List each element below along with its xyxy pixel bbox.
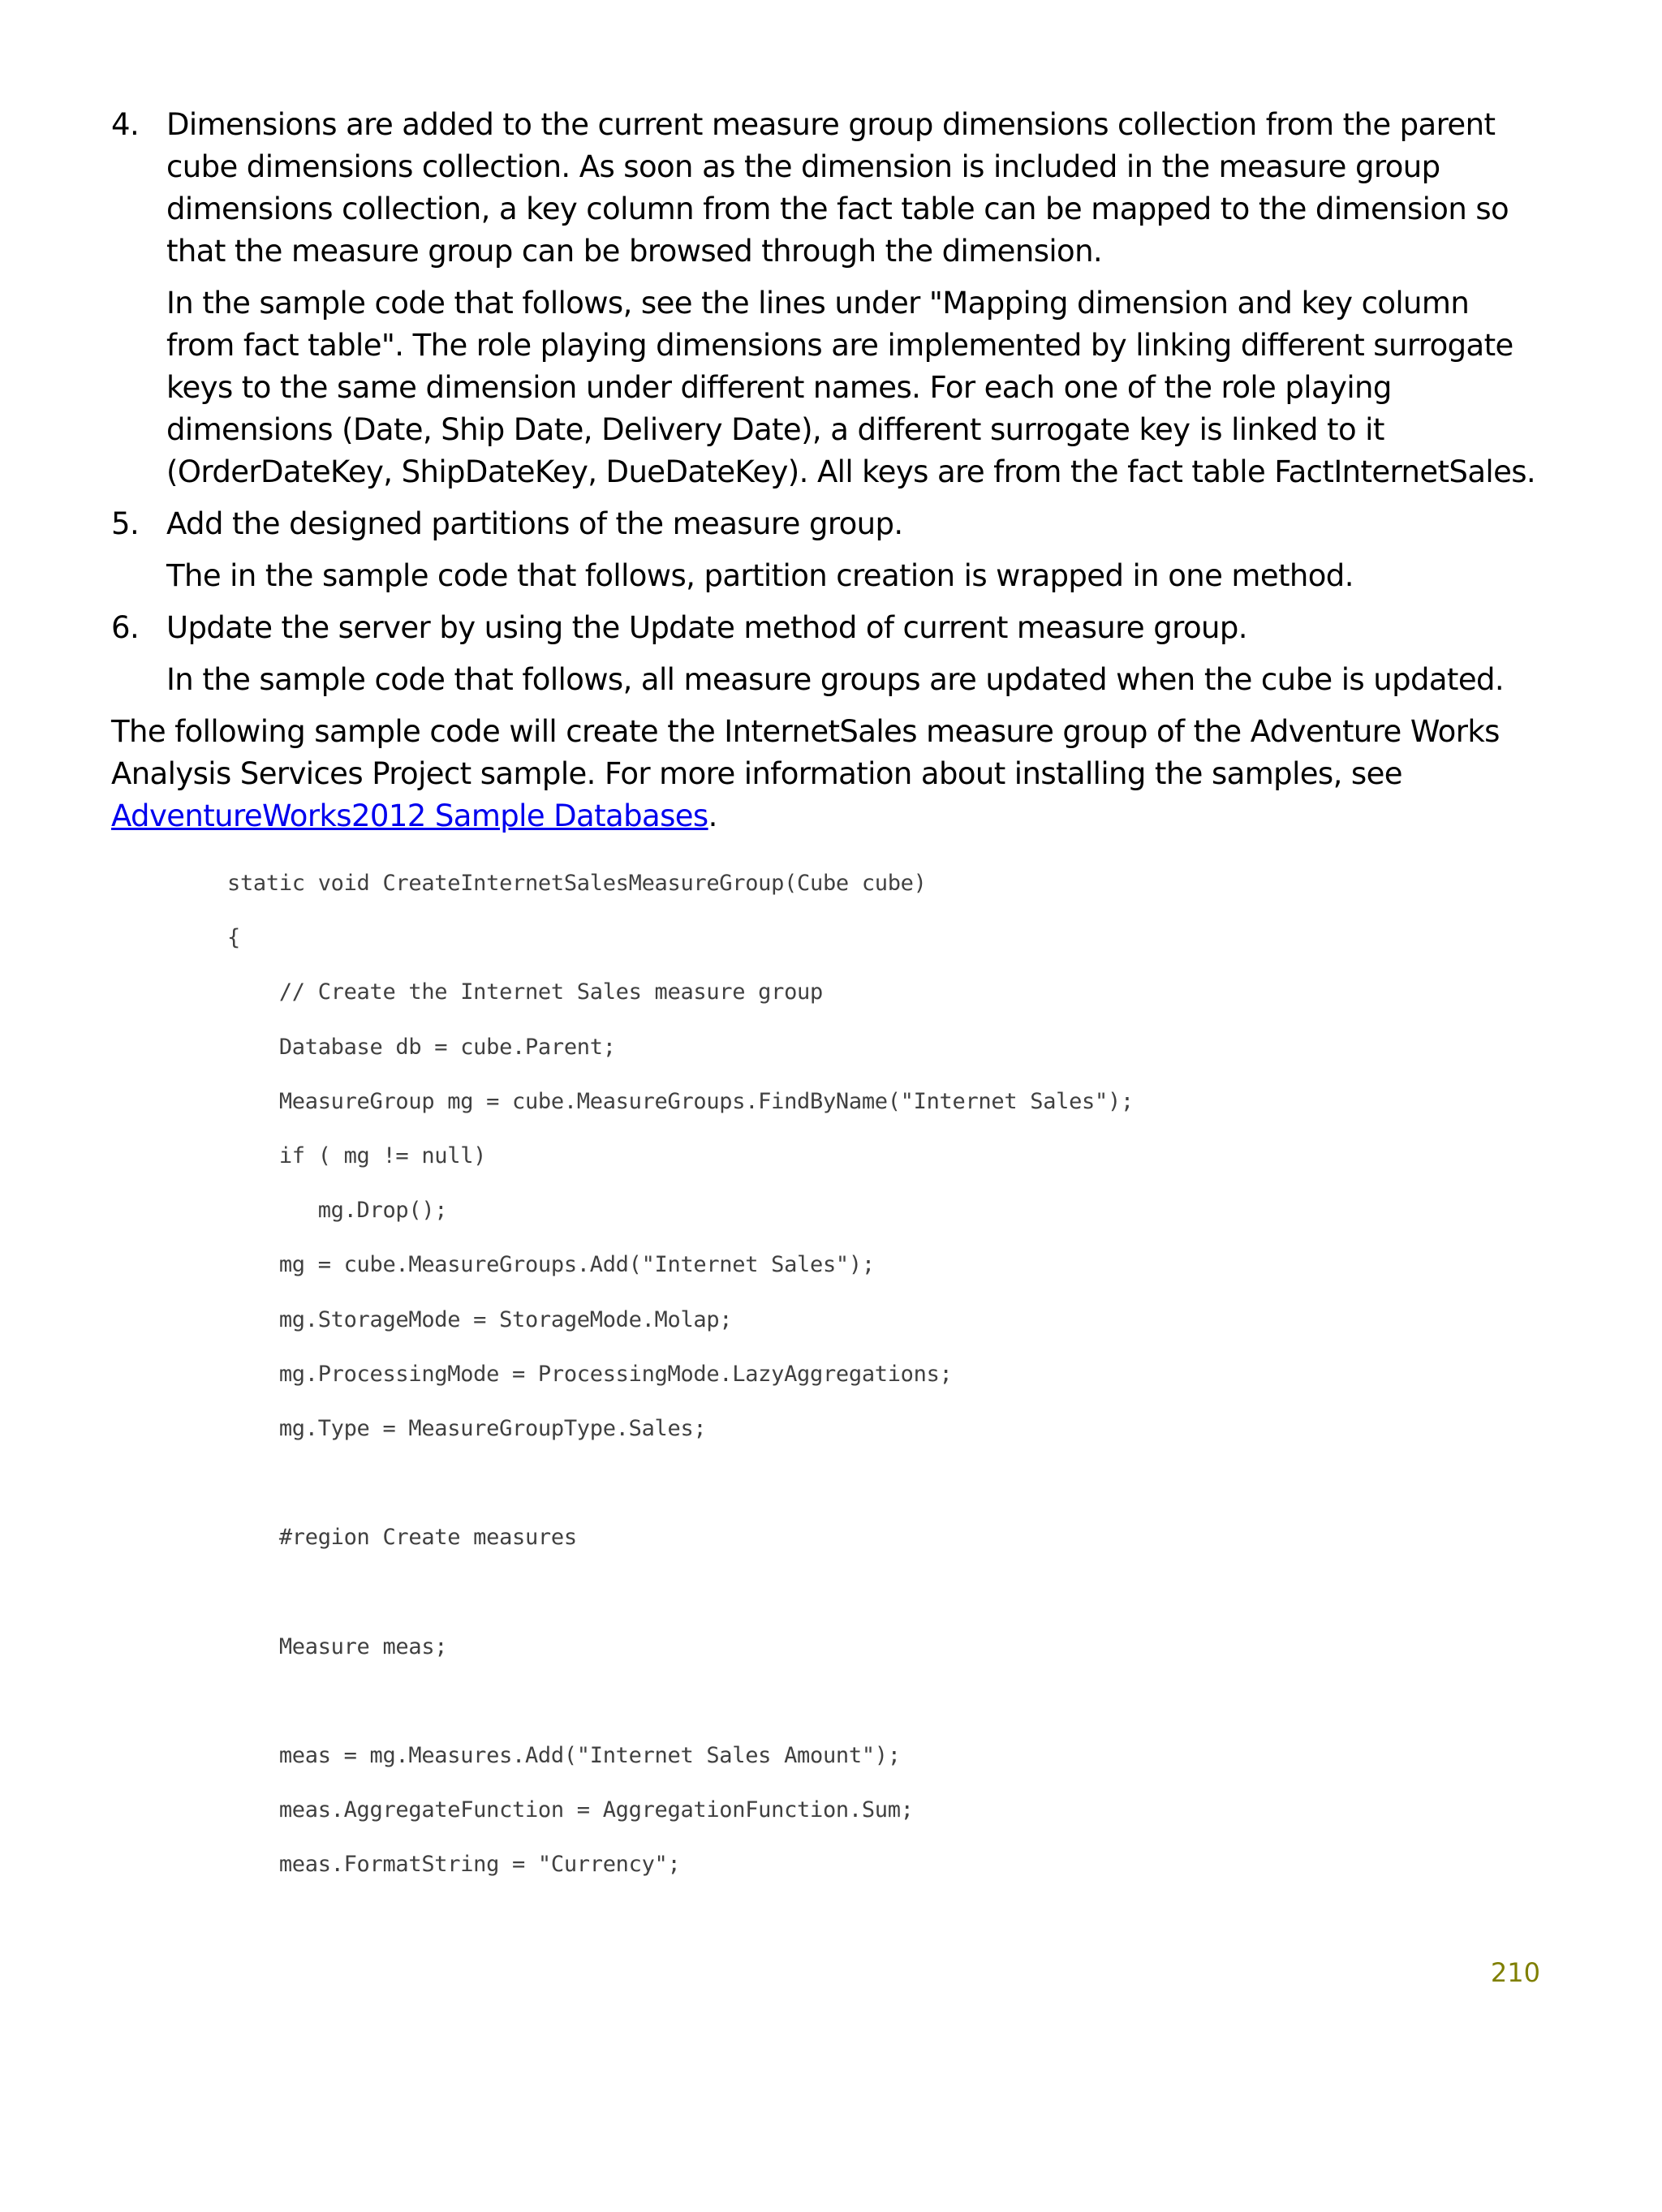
code-line: mg.Drop();: [227, 1198, 448, 1224]
code-line: if ( mg != null): [227, 1143, 487, 1168]
code-line: [227, 1456, 1134, 1510]
list-item-6: [111, 607, 1539, 701]
code-block: [227, 856, 1134, 1892]
code-line: Measure meas;: [227, 1633, 448, 1659]
list-paragraph: The in the sample code that follows, partition creation is wrapped in one method.: [166, 558, 1354, 593]
list-number: 6.: [111, 610, 140, 645]
code-line: meas.AggregateFunction = AggregationFunction.Sum;: [227, 1797, 914, 1823]
list-number: 4.: [111, 107, 140, 142]
sample-databases-link[interactable]: AdventureWorks2012 Sample Databases: [111, 798, 708, 833]
list-paragraph: Update the server by using the Update method of current measure group.: [166, 610, 1247, 645]
list-paragraph: Dimensions are added to the current measure group dimensions collection from the parent cube dimensions collection. As soon as the dimension is included in the measure group dimensions collection, a key column from the fact table can be mapped to the dimension so that the measure group can be browsed through the dimension.: [166, 107, 1509, 269]
code-line: [227, 1674, 1134, 1728]
code-line: MeasureGroup mg = cube.MeasureGroups.FindByName("Internet Sales");: [227, 1088, 1134, 1114]
code-line: mg.StorageMode = StorageMode.Molap;: [227, 1306, 733, 1332]
code-line: static void CreateInternetSalesMeasureGroup(Cube cube): [227, 871, 927, 896]
code-line: mg = cube.MeasureGroups.Add("Internet Sales");: [227, 1252, 875, 1278]
list-paragraph: Add the designed partitions of the measure group.: [166, 506, 903, 541]
intro-paragraph: [111, 711, 1539, 837]
body-text: [111, 104, 1539, 837]
intro-text: The following sample code will create the InternetSales measure group of the Adventure Works Analysis Services Project sample. For more information about installing the samples, see: [111, 714, 1500, 791]
list-item-5: [111, 503, 1539, 597]
code-line: {: [227, 925, 240, 951]
list-number: 5.: [111, 506, 140, 541]
page-number: 210: [1490, 1957, 1540, 1988]
code-line: // Create the Internet Sales measure group: [227, 979, 823, 1005]
code-line: meas.FormatString = "Currency";: [227, 1852, 681, 1878]
code-line: [227, 1564, 1134, 1619]
intro-text-end: .: [708, 798, 717, 833]
list-item-4: [111, 104, 1539, 493]
code-line: #region Create measures: [227, 1525, 577, 1551]
code-line: mg.Type = MeasureGroupType.Sales;: [227, 1415, 707, 1441]
code-line: meas = mg.Measures.Add("Internet Sales Amount");: [227, 1743, 901, 1768]
code-line: Database db = cube.Parent;: [227, 1034, 616, 1060]
list-paragraph: In the sample code that follows, all measure groups are updated when the cube is updated.: [166, 662, 1505, 697]
list-paragraph: In the sample code that follows, see the lines under "Mapping dimension and key column from fact table". The role playing dimensions are implemented by linking different surrogate keys to the same dimension under different names. For each one of the role playing dimensions (Date, Ship Date, Delivery Date), a different surrogate key is linked to it (OrderDateKey, ShipDateKey, DueDateKey). All keys are from the fact table FactInternetSales.: [166, 286, 1536, 489]
code-line: mg.ProcessingMode = ProcessingMode.LazyAggregations;: [227, 1361, 953, 1387]
